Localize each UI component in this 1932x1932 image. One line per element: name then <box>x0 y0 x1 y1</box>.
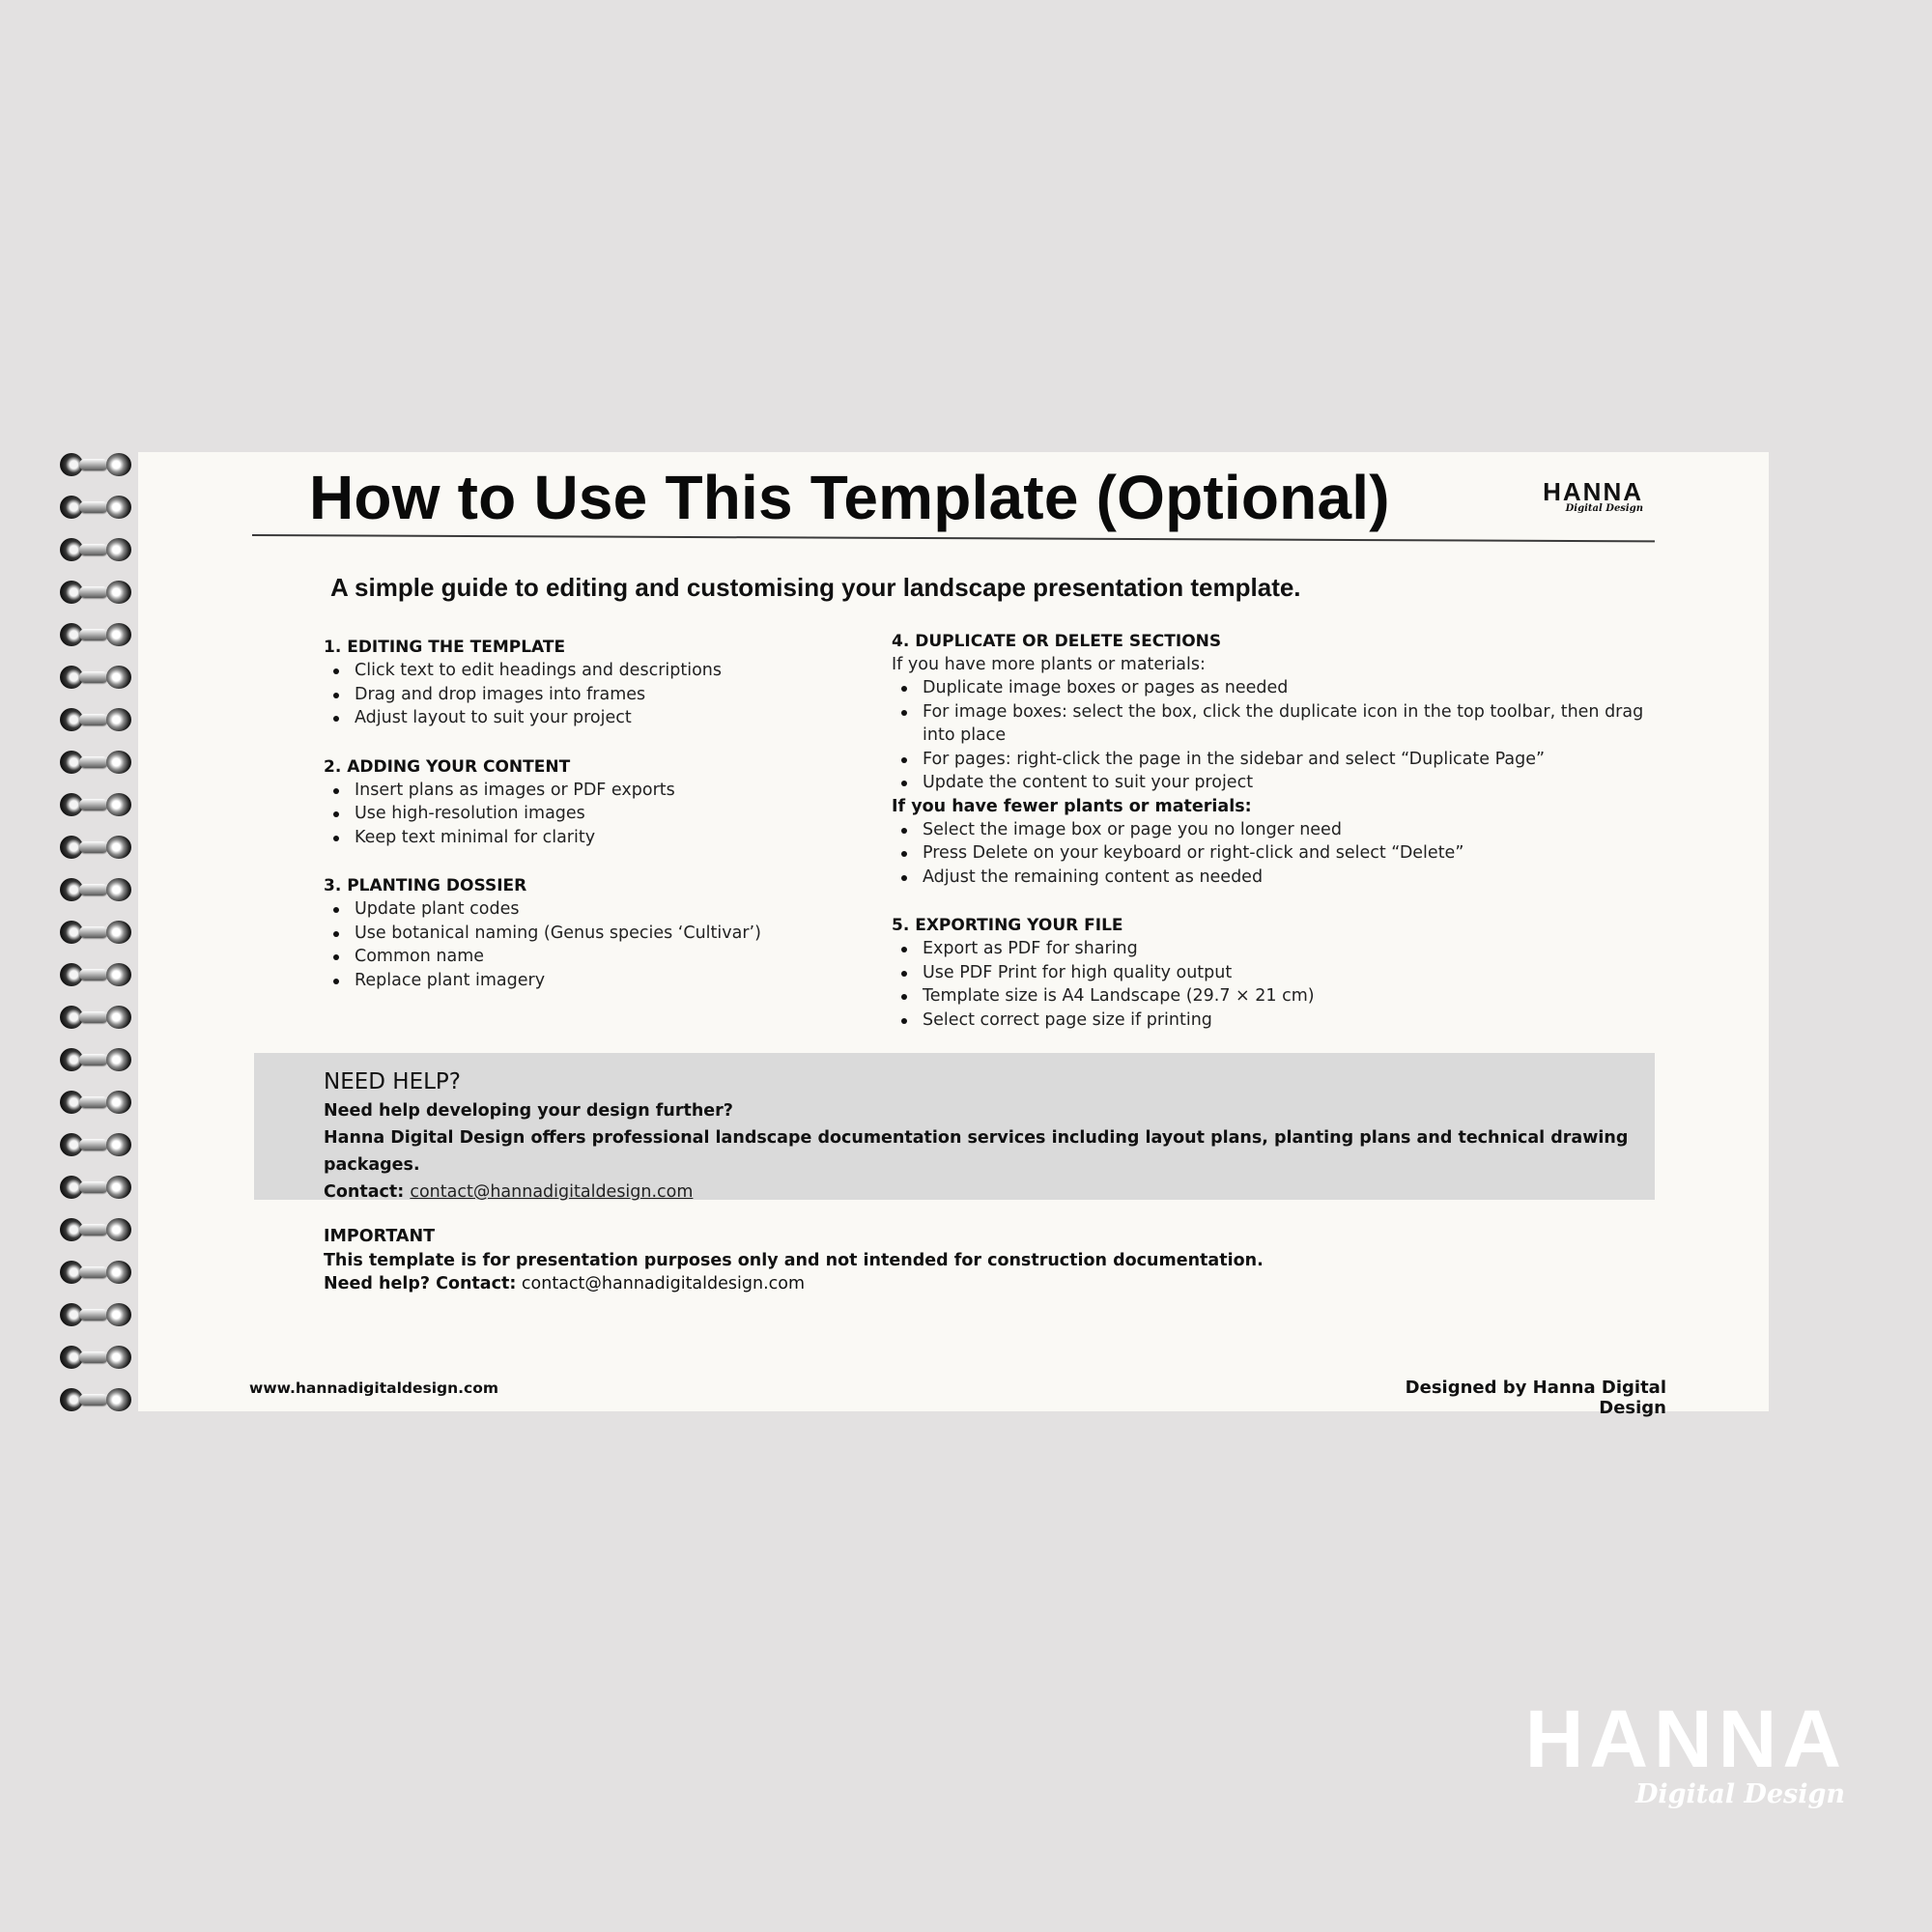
binding-ring <box>56 535 139 564</box>
list-item: Update the content to suit your project <box>923 771 1655 795</box>
list-item: For pages: right-click the page in the sidebar and select “Duplicate Page” <box>923 748 1655 772</box>
list-item: Keep text minimal for clarity <box>355 826 865 850</box>
list-item: Select the image box or page you no longer need <box>923 818 1655 842</box>
binding-ring <box>56 1215 139 1244</box>
list-item: Adjust the remaining content as needed <box>923 866 1655 890</box>
section-heading-exporting: 5. EXPORTING YOUR FILE <box>892 916 1123 935</box>
binding-ring <box>56 1343 139 1372</box>
watermark-logo <box>1449 1693 1855 1816</box>
left-column <box>324 636 865 992</box>
important-contact-label: Need help? Contact: <box>324 1274 517 1293</box>
list-item: Use PDF Print for high quality output <box>923 961 1655 985</box>
need-help-heading: NEED HELP? <box>324 1069 462 1094</box>
binding-ring <box>56 1045 139 1074</box>
adding-list <box>324 779 865 850</box>
list-item: Template size is A4 Landscape (29.7 × 21 cm) <box>923 984 1655 1009</box>
list-item: Duplicate image boxes or pages as needed <box>923 676 1655 700</box>
list-item: Common name <box>355 945 865 969</box>
title-divider <box>252 534 1655 542</box>
list-item: Export as PDF for sharing <box>923 937 1655 961</box>
brand-logo <box>1518 477 1672 533</box>
watermark-logo-word: HANNA <box>1524 1693 1847 1784</box>
contact-email-link[interactable]: contact@hannadigitaldesign.com <box>410 1182 694 1202</box>
need-help-box <box>254 1053 1655 1200</box>
list-item: Click text to edit headings and descriptions <box>355 659 865 683</box>
section-heading-adding: 2. ADDING YOUR CONTENT <box>324 756 571 777</box>
need-help-description: Hanna Digital Design offers professional landscape documentation services including layout plans, planting plans and technical drawing packages. <box>324 1128 1629 1175</box>
exporting-list <box>892 937 1655 1032</box>
need-help-question: Need help developing your design further? <box>324 1101 733 1121</box>
binding-ring <box>56 1173 139 1202</box>
fewer-plants-intro: If you have fewer plants or materials: <box>892 796 1252 816</box>
binding-ring <box>56 1088 139 1117</box>
binding-ring <box>56 960 139 989</box>
list-item: Select correct page size if printing <box>923 1009 1655 1033</box>
important-heading: IMPORTANT <box>324 1227 436 1246</box>
binding-ring <box>56 748 139 777</box>
section-heading-planting: 3. PLANTING DOSSIER <box>324 876 527 895</box>
right-column <box>892 630 1655 1032</box>
binding-ring <box>56 1130 139 1159</box>
binding-ring <box>56 875 139 904</box>
brand-logo-script: Digital Design <box>1565 503 1643 514</box>
binding-ring <box>56 578 139 607</box>
template-page <box>138 452 1769 1418</box>
binding-ring <box>56 620 139 649</box>
binding-ring <box>56 450 139 479</box>
section-heading-editing: 1. EDITING THE TEMPLATE <box>324 638 566 657</box>
fewer-plants-list <box>892 818 1655 890</box>
binding-ring <box>56 790 139 819</box>
important-note: This template is for presentation purposes only and not intended for construction documentation. <box>324 1250 1264 1270</box>
list-item: Press Delete on your keyboard or right-click and select “Delete” <box>923 841 1655 866</box>
list-item: Use high-resolution images <box>355 802 865 826</box>
list-item: Adjust layout to suit your project <box>355 706 865 730</box>
more-plants-list <box>892 676 1655 795</box>
page-title: How to Use This Template (Optional) <box>309 463 1390 532</box>
spiral-binding <box>56 450 143 1410</box>
need-help-contact <box>324 1179 1637 1206</box>
binding-ring <box>56 663 139 692</box>
list-item: For image boxes: select the box, click the duplicate icon in the top toolbar, then drag into place <box>923 700 1655 748</box>
important-contact <box>324 1272 1579 1296</box>
binding-ring <box>56 833 139 862</box>
planting-list <box>324 897 865 992</box>
binding-ring <box>56 1300 139 1329</box>
list-item: Replace plant imagery <box>355 969 865 993</box>
binding-ring <box>56 493 139 522</box>
brand-logo-word: HANNA <box>1543 477 1643 506</box>
page-subtitle: A simple guide to editing and customising your landscape presentation template. <box>330 573 1301 602</box>
binding-ring <box>56 1385 139 1414</box>
list-item: Use botanical naming (Genus species ‘Cultivar’) <box>355 922 865 946</box>
binding-ring <box>56 918 139 947</box>
list-item: Update plant codes <box>355 897 865 922</box>
binding-ring <box>56 1258 139 1287</box>
binding-ring <box>56 705 139 734</box>
section-heading-duplicate: 4. DUPLICATE OR DELETE SECTIONS <box>892 632 1222 651</box>
footer-website: www.hannadigitaldesign.com <box>249 1379 499 1397</box>
more-plants-intro: If you have more plants or materials: <box>892 655 1206 674</box>
contact-label: Contact: <box>324 1182 405 1202</box>
footer-credit: Designed by Hanna Digital Design <box>1405 1378 1666 1418</box>
binding-ring <box>56 1003 139 1032</box>
watermark-logo-script: Digital Design <box>1635 1779 1845 1809</box>
list-item: Insert plans as images or PDF exports <box>355 779 865 803</box>
important-notice <box>324 1225 1579 1296</box>
list-item: Drag and drop images into frames <box>355 683 865 707</box>
important-contact-email: contact@hannadigitaldesign.com <box>521 1274 806 1293</box>
editing-list <box>324 659 865 730</box>
